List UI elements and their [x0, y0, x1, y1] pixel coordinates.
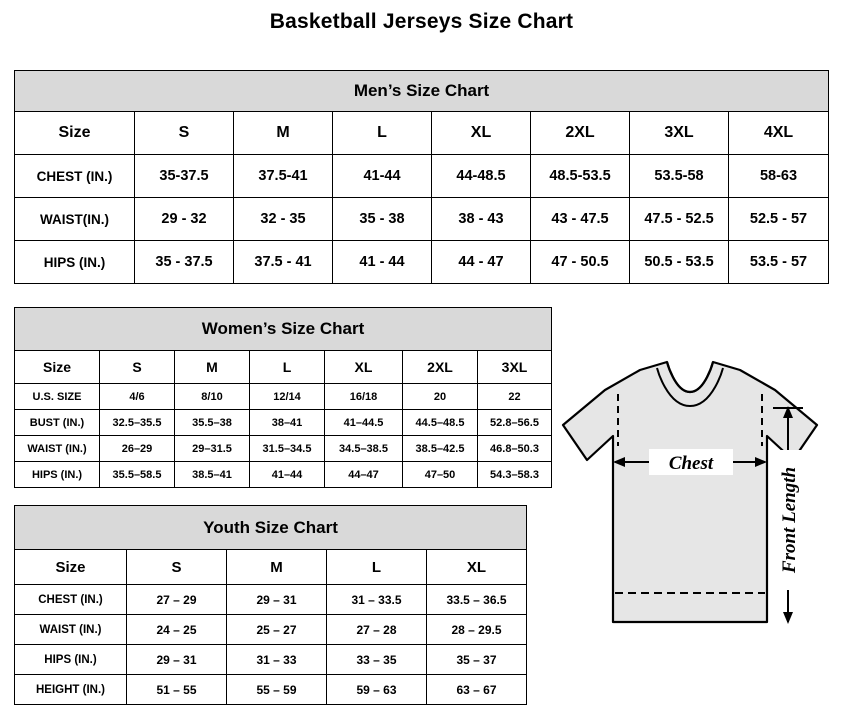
- chest-label: Chest: [668, 453, 714, 474]
- table-row: [15, 615, 527, 645]
- cell: 41 - 44: [333, 241, 432, 284]
- column-header-3xl: 3XL: [478, 351, 552, 384]
- cell: 38.5–41: [175, 462, 250, 488]
- cell: 58-63: [729, 155, 829, 198]
- cell: 35 - 38: [333, 198, 432, 241]
- table-header-row: [15, 550, 527, 585]
- cell: 35.5–58.5: [100, 462, 175, 488]
- cell: 12/14: [250, 384, 325, 410]
- table-row: [15, 436, 552, 462]
- column-header-m: M: [227, 550, 327, 585]
- cell: 59 – 63: [327, 675, 427, 705]
- row-label-waist: WAIST (IN.): [15, 615, 127, 645]
- cell: 34.5–38.5: [325, 436, 403, 462]
- cell: 52.5 - 57: [729, 198, 829, 241]
- table-row: [15, 155, 829, 198]
- cell: 38–41: [250, 410, 325, 436]
- table-row: [15, 410, 552, 436]
- front-length-label: Front Length: [779, 466, 800, 574]
- row-label-chest: CHEST (IN.): [15, 585, 127, 615]
- table-caption-row: [15, 308, 552, 351]
- table-caption-row: [15, 71, 829, 112]
- column-header-size: Size: [15, 550, 127, 585]
- cell: 24 – 25: [127, 615, 227, 645]
- cell: 16/18: [325, 384, 403, 410]
- cell: 32 - 35: [234, 198, 333, 241]
- cell: 44–47: [325, 462, 403, 488]
- cell: 38.5–42.5: [403, 436, 478, 462]
- page-title: Basketball Jerseys Size Chart: [269, 10, 574, 33]
- cell: 35-37.5: [135, 155, 234, 198]
- cell: 31 – 33.5: [327, 585, 427, 615]
- row-label-hips: HIPS (IN.): [15, 462, 100, 488]
- cell: 35 – 37: [427, 645, 527, 675]
- cell: 37.5-41: [234, 155, 333, 198]
- cell: 48.5-53.5: [531, 155, 630, 198]
- cell: 53.5-58: [630, 155, 729, 198]
- column-header-2xl: 2XL: [403, 351, 478, 384]
- column-header-3xl: 3XL: [630, 112, 729, 155]
- cell: 29 – 31: [127, 645, 227, 675]
- cell: 41-44: [333, 155, 432, 198]
- cell: 29 - 32: [135, 198, 234, 241]
- cell: 4/6: [100, 384, 175, 410]
- cell: 47 - 50.5: [531, 241, 630, 284]
- cell: 27 – 29: [127, 585, 227, 615]
- cell: 33.5 – 36.5: [427, 585, 527, 615]
- column-header-s: S: [100, 351, 175, 384]
- column-header-size: Size: [15, 351, 100, 384]
- cell: 33 – 35: [327, 645, 427, 675]
- row-label-waist: WAIST(IN.): [15, 198, 135, 241]
- cell: 35 - 37.5: [135, 241, 234, 284]
- youth-size-chart-table: [14, 505, 527, 705]
- cell: 44 - 47: [432, 241, 531, 284]
- cell: 38 - 43: [432, 198, 531, 241]
- column-header-2xl: 2XL: [531, 112, 630, 155]
- cell: 29–31.5: [175, 436, 250, 462]
- cell: 47.5 - 52.5: [630, 198, 729, 241]
- row-label-hips: HIPS (IN.): [15, 241, 135, 284]
- cell: 55 – 59: [227, 675, 327, 705]
- table-row: [15, 198, 829, 241]
- cell: 28 – 29.5: [427, 615, 527, 645]
- row-label-bust: BUST (IN.): [15, 410, 100, 436]
- cell: 53.5 - 57: [729, 241, 829, 284]
- cell: 43 - 47.5: [531, 198, 630, 241]
- cell: 27 – 28: [327, 615, 427, 645]
- cell: 37.5 - 41: [234, 241, 333, 284]
- row-label-chest: CHEST (IN.): [15, 155, 135, 198]
- table-row: [15, 645, 527, 675]
- cell: 35.5–38: [175, 410, 250, 436]
- cell: 41–44: [250, 462, 325, 488]
- column-header-size: Size: [15, 112, 135, 155]
- cell: 26–29: [100, 436, 175, 462]
- table-header-row: [15, 112, 829, 155]
- column-header-xl: XL: [427, 550, 527, 585]
- cell: 44.5–48.5: [403, 410, 478, 436]
- cell: 63 – 67: [427, 675, 527, 705]
- column-header-l: L: [333, 112, 432, 155]
- cell: 50.5 - 53.5: [630, 241, 729, 284]
- cell: 8/10: [175, 384, 250, 410]
- cell: 54.3–58.3: [478, 462, 552, 488]
- cell: 31 – 33: [227, 645, 327, 675]
- cell: 22: [478, 384, 552, 410]
- column-header-l: L: [250, 351, 325, 384]
- cell: 52.8–56.5: [478, 410, 552, 436]
- womens-size-chart-table: [14, 307, 552, 488]
- row-label-waist: WAIST (IN.): [15, 436, 100, 462]
- row-label-height: HEIGHT (IN.): [15, 675, 127, 705]
- table-row: [15, 675, 527, 705]
- table-row: [15, 384, 552, 410]
- table-caption-row: [15, 506, 527, 550]
- womens-caption: Women’s Size Chart: [15, 308, 552, 351]
- column-header-m: M: [175, 351, 250, 384]
- table-row: [15, 585, 527, 615]
- row-label-hips: HIPS (IN.): [15, 645, 127, 675]
- cell: 47–50: [403, 462, 478, 488]
- youth-caption: Youth Size Chart: [15, 506, 527, 550]
- column-header-4xl: 4XL: [729, 112, 829, 155]
- column-header-xl: XL: [432, 112, 531, 155]
- cell: 32.5–35.5: [100, 410, 175, 436]
- cell: 51 – 55: [127, 675, 227, 705]
- mens-size-chart-table: [14, 70, 829, 284]
- column-header-m: M: [234, 112, 333, 155]
- cell: 44-48.5: [432, 155, 531, 198]
- table-header-row: [15, 351, 552, 384]
- cell: 41–44.5: [325, 410, 403, 436]
- column-header-xl: XL: [325, 351, 403, 384]
- column-header-s: S: [135, 112, 234, 155]
- jersey-measurement-diagram: [545, 350, 835, 680]
- cell: 25 – 27: [227, 615, 327, 645]
- cell: 29 – 31: [227, 585, 327, 615]
- column-header-s: S: [127, 550, 227, 585]
- mens-caption: Men’s Size Chart: [15, 71, 829, 112]
- table-row: [15, 241, 829, 284]
- cell: 20: [403, 384, 478, 410]
- cell: 31.5–34.5: [250, 436, 325, 462]
- table-row: [15, 462, 552, 488]
- column-header-l: L: [327, 550, 427, 585]
- row-label-us-size: U.S. SIZE: [15, 384, 100, 410]
- cell: 46.8–50.3: [478, 436, 552, 462]
